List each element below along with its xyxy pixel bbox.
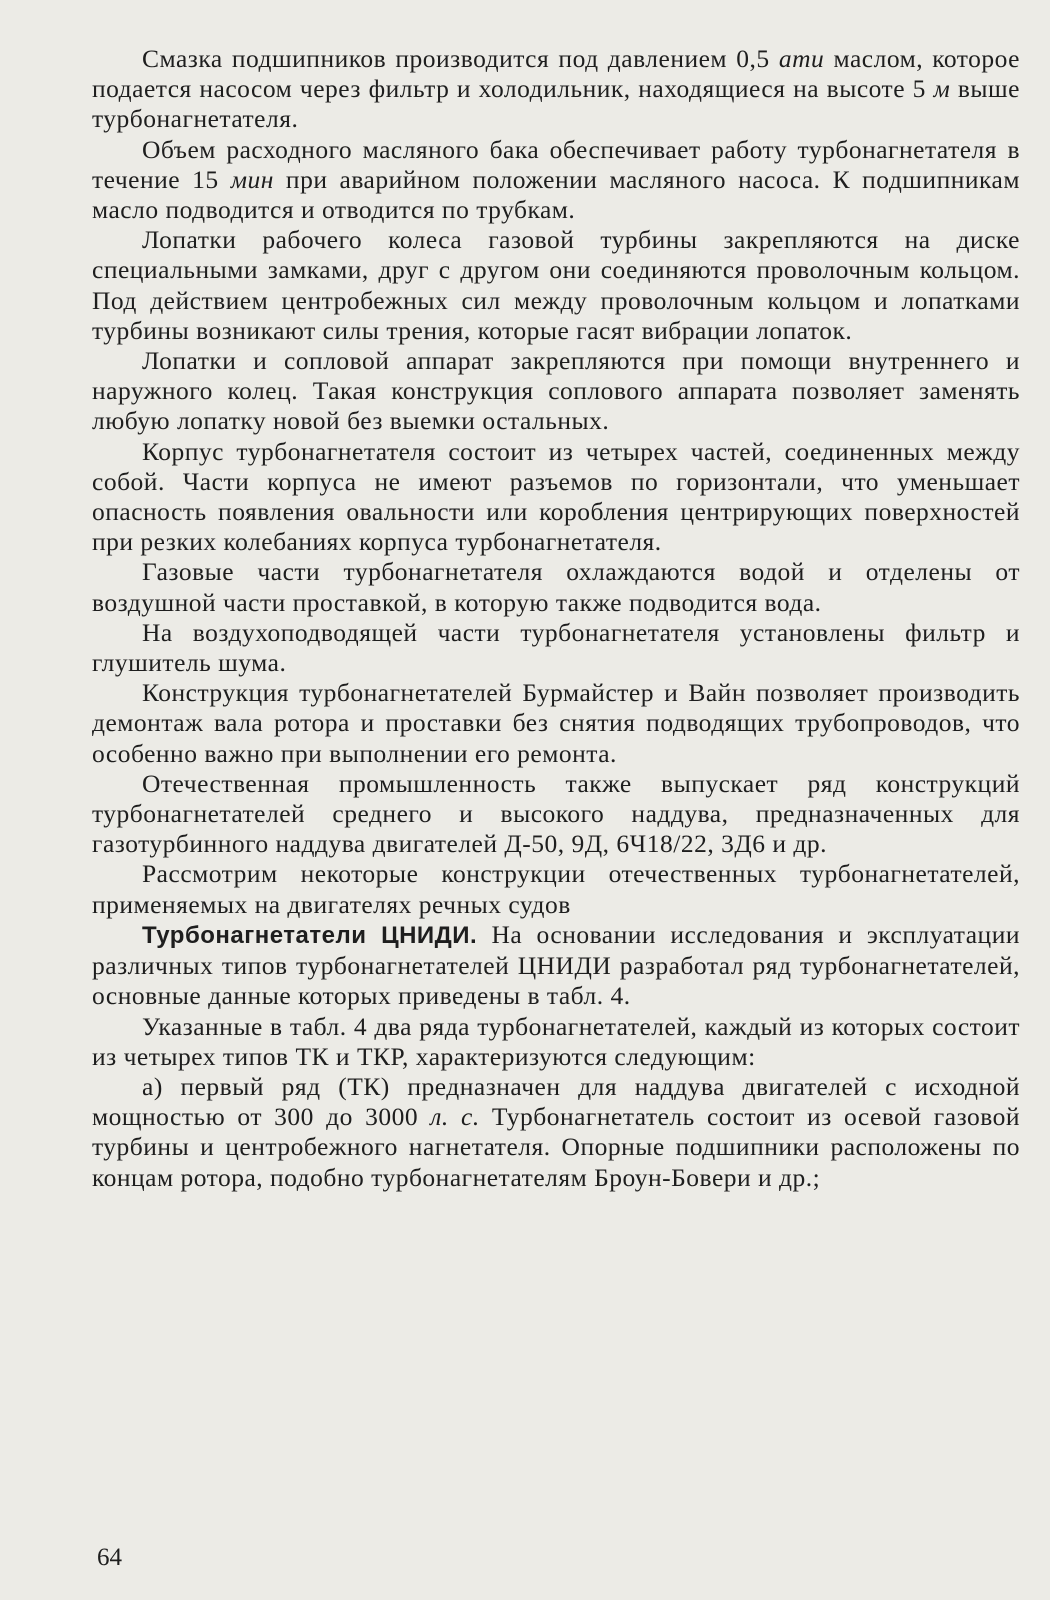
section-heading: Турбонагнетатели ЦНИДИ. xyxy=(142,921,478,949)
paragraph-11: Турбонагнетатели ЦНИДИ. На основании исследования и эксплуатации различных типов турбонагнетателей ЦНИДИ разработал ряд турбонагнетателей, основные данные которых приведены в табл. 4. xyxy=(92,919,1020,1011)
body-text xyxy=(92,44,1020,1193)
paragraph-4: Лопатки и сопловой аппарат закрепляются при помощи внутреннего и наружного колец. Такая конструкция соплового аппарата позволяет заменять любую лопатку новой без выемки остальных. xyxy=(92,346,1020,436)
paragraph-9: Отечественная промышленность также выпускает ряд конструкций турбонагнетателей среднего и высокого наддува, предназначенных для газотурбинного наддува двигателей Д-50, 9Д, 6Ч18/22, 3Д6 и др. xyxy=(92,768,1020,859)
paragraph-5: Корпус турбонагнетателя состоит из четырех частей, соединенных между собой. Части корпуса не имеют разъемов по горизонтали, что уменьшает опасность появления овальности или коробления центрирующих поверхностей при резких колебаниях корпуса турбонагнетателя. xyxy=(92,436,1020,557)
paragraph-12: Указанные в табл. 4 два ряда турбонагнетателей, каждый из которых состоит из четырех типов ТК и ТКР, характеризуются следующим: xyxy=(92,1011,1020,1071)
paragraph-3: Лопатки рабочего колеса газовой турбины закрепляются на диске специальными замками, друг с другом они соединяются проволочным кольцом. Под действием центробежных сил между проволочным кольцом и лопатками турбины возникают силы трения, которые гасят вибрации лопаток. xyxy=(92,225,1020,345)
paragraph-8: Конструкция турбонагнетателей Бурмайстер и Вайн позволяет производить демонтаж вала ротора и проставки без снятия подводящих трубопроводов, что особенно важно при выполнении его ремонта. xyxy=(92,678,1020,768)
paragraph-1: Смазка подшипников производится под давлением 0,5 ати маслом, которое подается насосом через фильтр и холодильник, находящиеся на высоте 5 м выше турбонагнетателя. xyxy=(92,44,1020,134)
paragraph-6: Газовые части турбонагнетателя охлаждаются водой и отделены от воздушной части проставкой, в которую также подводится вода. xyxy=(92,557,1020,617)
paragraph-13: а) первый ряд (ТК) предназначен для наддува двигателей с исходной мощностью от 300 до 3000 л. с. Турбонагнетатель состоит из осевой газовой турбины и центробежного нагнетателя. Опорные подшипники расположены по концам ротора, подобно турбонагнетателям Броун-Бовери и др.; xyxy=(92,1071,1021,1192)
paragraph-10: Рассмотрим некоторые конструкции отечественных турбонагнетателей, применяемых на двигателях речных судов xyxy=(92,859,1020,919)
paragraph-2: Объем расходного масляного бака обеспечивает работу турбонагнетателя в течение 15 мин при аварийном положении масляного насоса. К подшипникам масло подводится и отводится по трубкам. xyxy=(92,134,1020,225)
paragraph-7: На воздухоподводящей части турбонагнетателя установлены фильтр и глушитель шума. xyxy=(92,617,1020,678)
page-number: 64 xyxy=(97,1544,122,1571)
